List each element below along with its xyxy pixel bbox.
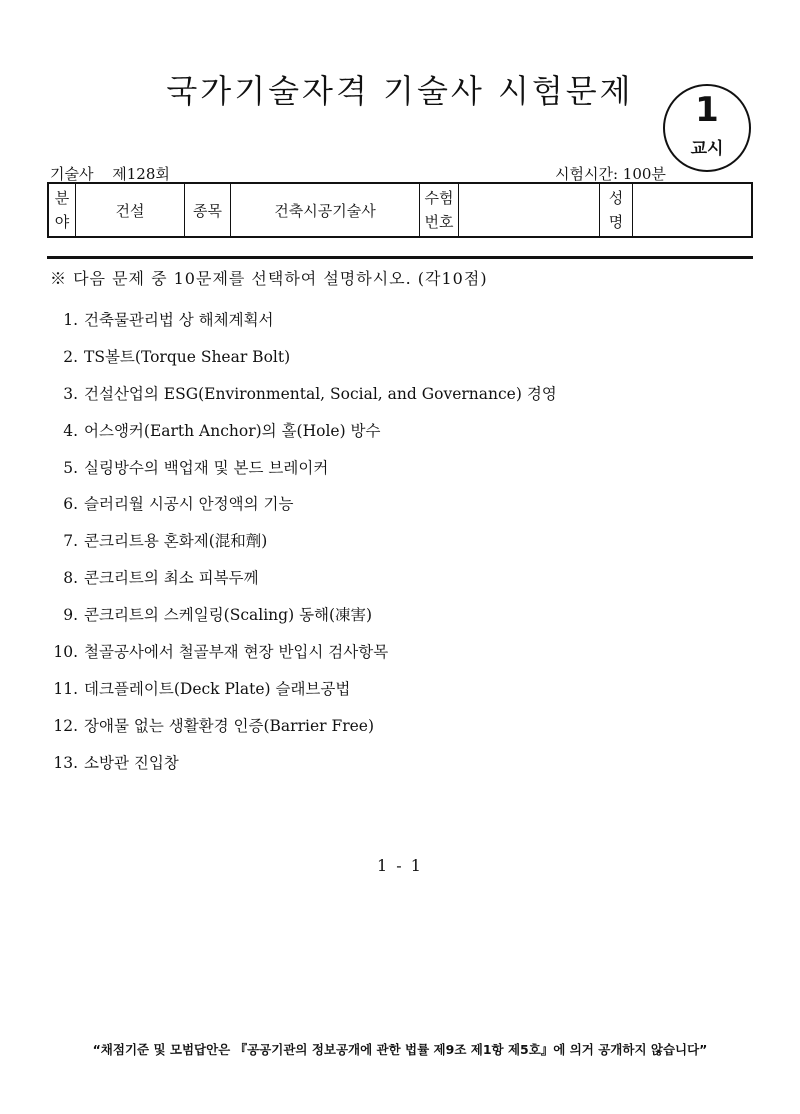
category-label: 종목 (185, 183, 231, 237)
question-number: 12. (53, 716, 78, 735)
category-value: 건축시공기술사 (231, 183, 420, 237)
question-item (48, 492, 557, 529)
question-number: 13. (53, 753, 78, 772)
exam-no-label-cell (420, 183, 459, 237)
footer-notice: “채점기준 및 모범답안은 『공공기관의 정보공개에 관한 법률 제9조 제1항 제5호』에 의거 공개하지 않습니다” (92, 1042, 708, 1057)
question-item (48, 603, 557, 640)
name-label-cell (600, 183, 633, 237)
question-text: 철골공사에서 철골부재 현장 반입시 검사항목 (84, 643, 389, 662)
divider (47, 256, 753, 259)
question-number: 9. (63, 606, 78, 625)
question-text: 콘크리트의 최소 피복두께 (84, 569, 259, 588)
session-number: 1 (695, 90, 719, 130)
question-text: 어스앵커(Earth Anchor)의 홀(Hole) 방수 (84, 421, 381, 440)
exam-no-label-top: 수험 (424, 189, 454, 207)
question-item (48, 640, 557, 677)
question-number: 3. (63, 384, 78, 403)
question-number: 2. (63, 347, 78, 366)
question-number: 7. (63, 532, 78, 551)
exam-no-field[interactable] (459, 183, 600, 237)
question-list (48, 308, 557, 788)
question-item (48, 382, 557, 419)
question-number: 5. (63, 458, 78, 477)
question-item (48, 714, 557, 751)
question-text: 소방관 진입창 (84, 753, 179, 772)
question-number: 8. (63, 569, 78, 588)
question-text: 실링방수의 백업재 및 본드 브레이커 (84, 458, 329, 477)
question-text: 콘크리트의 스케일링(Scaling) 동해(凍害) (84, 606, 373, 625)
question-text: TS볼트(Torque Shear Bolt) (84, 347, 291, 366)
exam-meta (50, 163, 184, 184)
question-item (48, 566, 557, 603)
exam-type: 기술사 (50, 165, 94, 183)
field-label-top: 분 (54, 189, 70, 207)
exam-round: 제128회 (112, 165, 170, 183)
exam-time: 시험시간: 100분 (555, 165, 666, 183)
question-number: 1. (63, 311, 78, 329)
question-text: 콘크리트용 혼화제(混和劑) (84, 532, 268, 551)
info-table (47, 182, 753, 238)
page-number: 1 - 1 (377, 856, 423, 875)
question-text: 데크플레이트(Deck Plate) 슬래브공법 (84, 679, 351, 698)
instruction-text: ※ 다음 문제 중 10문제를 선택하여 설명하시오. (각10점) (50, 269, 488, 288)
question-number: 6. (63, 495, 78, 514)
question-number: 11. (53, 679, 78, 698)
question-text: 건설산업의 ESG(Environmental, Social, and Governance) 경영 (84, 384, 557, 403)
question-item (48, 456, 557, 493)
page-title: 국가기술자격 기술사 시험문제 (166, 72, 634, 110)
question-number: 4. (63, 421, 78, 440)
question-item (48, 345, 557, 382)
session-label: 교시 (690, 139, 724, 159)
field-label-bottom: 야 (54, 213, 70, 231)
field-label-cell (48, 183, 76, 237)
question-text: 슬러리월 시공시 안정액의 기능 (84, 495, 294, 514)
question-text: 장애물 없는 생활환경 인증(Barrier Free) (84, 716, 375, 735)
session-badge (663, 84, 751, 172)
question-number: 10. (53, 643, 78, 662)
exam-no-label-bottom: 번호 (424, 213, 454, 231)
question-item (48, 677, 557, 714)
question-item (48, 308, 557, 345)
question-item (48, 419, 557, 456)
field-value: 건설 (76, 183, 185, 237)
question-item (48, 529, 557, 566)
question-item (48, 751, 557, 788)
question-text: 건축물관리법 상 해체계획서 (84, 311, 274, 329)
name-label-top: 성 (608, 189, 624, 207)
name-field[interactable] (633, 183, 753, 237)
name-label-bottom: 명 (608, 213, 624, 231)
